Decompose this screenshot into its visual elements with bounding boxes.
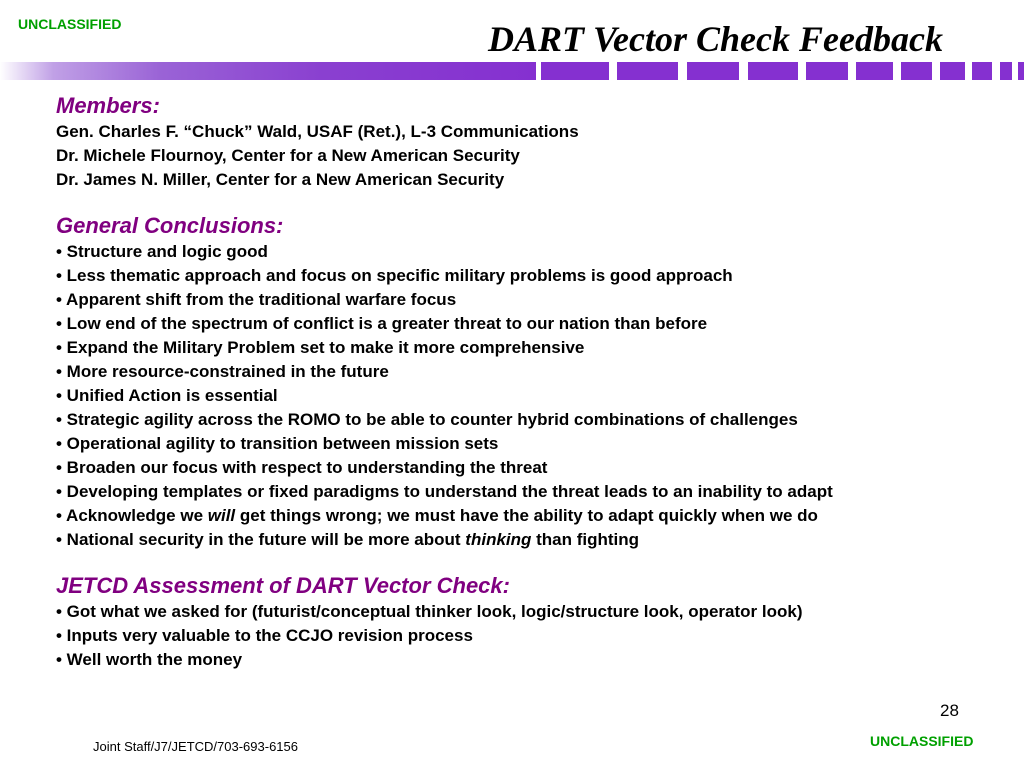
conclusion-item: • Unified Action is essential [56,386,278,405]
header-block [1000,62,1012,80]
classification-bottom: UNCLASSIFIED [870,733,974,749]
emphasis-thinking: thinking [465,530,532,549]
assessment-item: • Inputs very valuable to the CCJO revision process [56,626,473,645]
conclusion-item: • Expand the Military Problem set to make it more comprehensive [56,338,585,357]
conclusion-text: • Acknowledge we [56,506,208,525]
header-block [617,62,678,80]
slide-title: DART Vector Check Feedback [488,19,943,59]
header-block [901,62,932,80]
header-block [687,62,739,80]
header-block [806,62,848,80]
conclusion-item: • Developing templates or fixed paradigms to understand the threat leads to an inability to adapt [56,482,833,501]
header-block-strip [0,62,1024,80]
header-block [940,62,965,80]
page-number: 28 [940,701,959,720]
footer-contact: Joint Staff/J7/JETCD/703-693-6156 [93,739,298,754]
conclusion-item: • Operational agility to transition between mission sets [56,434,499,453]
conclusion-item-will [56,504,1006,528]
conclusion-item: • Broaden our focus with respect to understanding the threat [56,458,548,477]
conclusion-item: • Strategic agility across the ROMO to be able to counter hybrid combinations of challenges [56,410,798,429]
header-block [856,62,893,80]
assessment-heading: JETCD Assessment of DART Vector Check: [56,573,510,598]
header-block [541,62,609,80]
header-block [972,62,992,80]
header-block [1018,62,1024,80]
conclusion-item: • Low end of the spectrum of conflict is a greater threat to our nation than before [56,314,708,333]
member-item: Gen. Charles F. “Chuck” Wald, USAF (Ret.), L-3 Communications [56,122,579,141]
conclusion-item-thinking [56,528,1006,552]
slide-body [56,92,1006,672]
conclusion-text: • National security in the future will be more about [56,530,466,549]
member-item: Dr. James N. Miller, Center for a New American Security [56,170,505,189]
conclusion-item: • Apparent shift from the traditional warfare focus [56,290,457,309]
conclusion-text: get things wrong; we must have the ability to adapt quickly when we do [235,506,818,525]
members-heading: Members: [56,93,160,118]
assessment-item: • Got what we asked for (futurist/conceptual thinker look, logic/structure look, operator look) [56,602,803,621]
conclusion-item: • Structure and logic good [56,242,268,261]
conclusions-heading: General Conclusions: [56,213,284,238]
conclusion-text: than fighting [531,530,640,549]
assessment-item: • Well worth the money [56,650,243,669]
header-block [748,62,798,80]
conclusion-item: • Less thematic approach and focus on specific military problems is good approach [56,266,733,285]
classification-top: UNCLASSIFIED [18,16,122,32]
conclusion-item: • More resource-constrained in the future [56,362,389,381]
member-item: Dr. Michele Flournoy, Center for a New American Security [56,146,520,165]
emphasis-will: will [207,506,236,525]
